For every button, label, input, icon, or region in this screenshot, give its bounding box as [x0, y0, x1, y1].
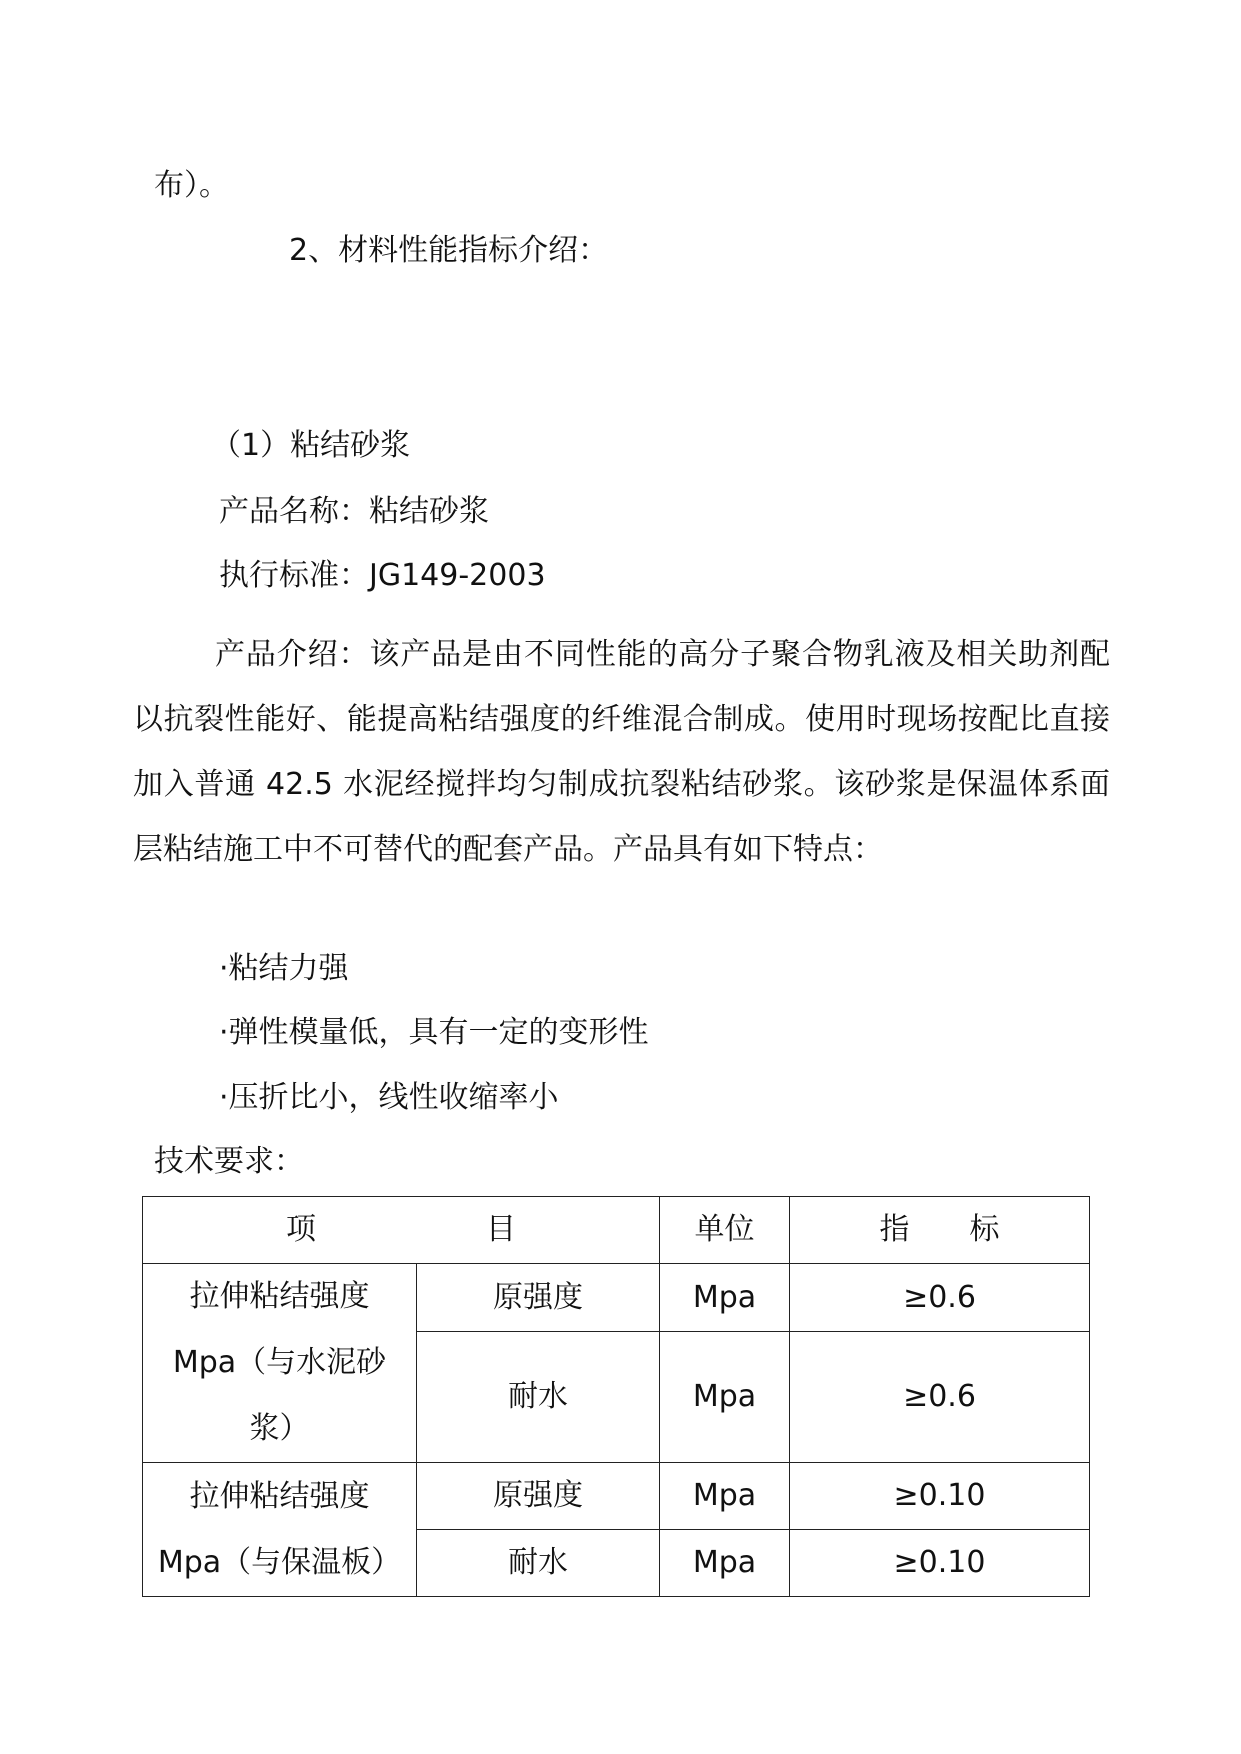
value-cell: ≥0.6: [790, 1264, 1090, 1332]
header-index-a: 指: [879, 1212, 910, 1247]
feature-item: ·压折比小，线性收缩率小: [219, 1080, 559, 1115]
product-name-line: 产品名称：粘结砂浆: [219, 494, 489, 529]
group-label-line: Mpa（与保温板）: [157, 1544, 402, 1580]
feature-item: ·弹性模量低，具有一定的变形性: [219, 1015, 649, 1050]
unit-cell: Mpa: [660, 1463, 790, 1530]
condition-cell: 原强度: [417, 1264, 660, 1332]
standard-line: 执行标准：JG149-2003: [219, 558, 546, 593]
section-heading: 2、材料性能指标介绍：: [289, 233, 609, 268]
value-cell: ≥0.10: [790, 1530, 1090, 1597]
group-label: [143, 1463, 417, 1597]
group-label-line: 拉伸粘结强度: [189, 1478, 370, 1514]
product-intro-paragraph: 产品介绍：该产品是由不同性能的高分子聚合物乳液及相关助剂配以抗裂性能好、能提高粘结强度的纤维混合制成。使用时现场按配比直接加入普通 42.5 水泥经搅拌均匀制成抗裂粘结砂浆。该砂浆是保温体系面层粘结施工中不可替代的配套产品。产品具有如下特点：: [133, 637, 1110, 867]
spec-table: [142, 1196, 1090, 1597]
unit-cell: Mpa: [660, 1264, 790, 1332]
unit-cell: Mpa: [660, 1332, 790, 1463]
sub-heading: （1）粘结砂浆: [211, 428, 411, 463]
table-row: [143, 1264, 1090, 1332]
header-index: [790, 1197, 1090, 1264]
condition-cell: 耐水: [417, 1530, 660, 1597]
value-cell: ≥0.6: [790, 1332, 1090, 1463]
continuation-text: 布）。: [154, 168, 229, 203]
group-label: [143, 1264, 417, 1463]
condition-cell: 原强度: [417, 1463, 660, 1530]
tech-requirements-label: 技术要求：: [154, 1144, 304, 1179]
header-unit: 单位: [660, 1197, 790, 1264]
unit-cell: Mpa: [660, 1530, 790, 1597]
feature-item: ·粘结力强: [219, 951, 349, 986]
group-label-line: Mpa（与水泥砂: [172, 1345, 387, 1380]
condition-cell: 耐水: [417, 1332, 660, 1463]
table-row: [143, 1463, 1090, 1530]
header-item-a: 项: [286, 1212, 316, 1247]
header-item-b: 目: [486, 1212, 516, 1247]
table-header-row: [143, 1197, 1090, 1264]
value-cell: ≥0.10: [790, 1463, 1090, 1530]
group-label-line: 浆）: [249, 1411, 310, 1446]
header-index-b: 标: [969, 1212, 1000, 1247]
header-item: [143, 1197, 660, 1264]
group-label-line: 拉伸粘结强度: [189, 1279, 370, 1314]
